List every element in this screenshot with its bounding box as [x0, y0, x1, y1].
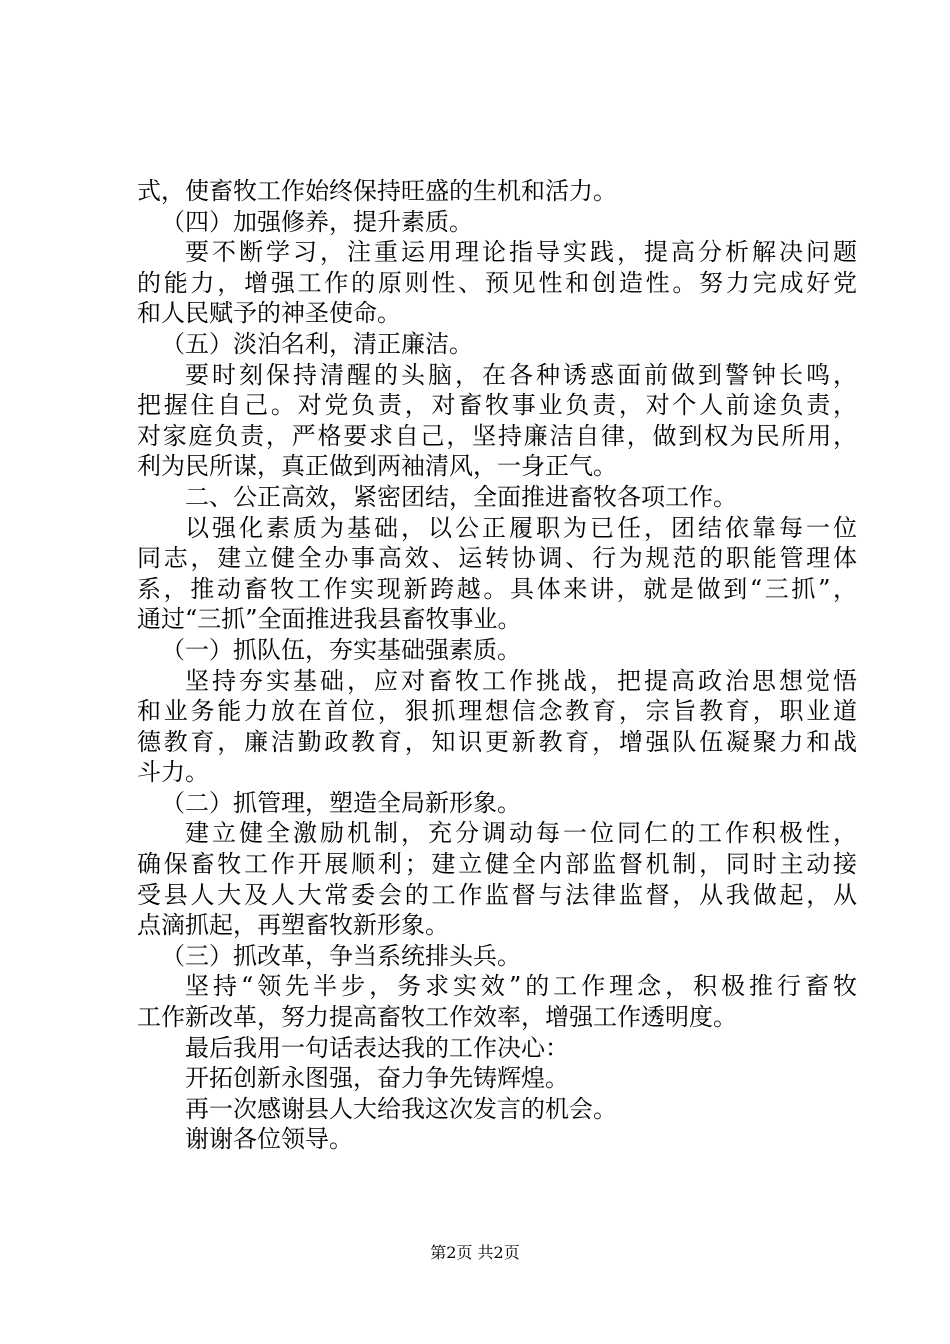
text-line: 和业务能力放在首位，狠抓理想信念教育，宗旨教育，职业道: [137, 697, 857, 726]
section-heading: （三）抓改革，争当系统排头兵。: [161, 941, 521, 970]
text-line: 工作新改革，努力提高畜牧工作效率，增强工作透明度。: [137, 1003, 737, 1032]
text-line: 坚持夯实基础，应对畜牧工作挑战，把提高政治思想觉悟: [185, 666, 857, 695]
text-line: 系，推动畜牧工作实现新跨越。具体来讲，就是做到“三抓”，: [137, 574, 857, 603]
text-line: 的能力，增强工作的原则性、预见性和创造性。努力完成好党: [137, 268, 857, 297]
text-line: 和人民赋予的神圣使命。: [137, 299, 401, 328]
section-heading: （一）抓队伍，夯实基础强素质。: [161, 635, 521, 664]
text-line: 再一次感谢县人大给我这次发言的机会。: [185, 1094, 617, 1123]
text-line: 开拓创新永图强，奋力争先铸辉煌。: [185, 1064, 569, 1093]
text-line: 确保畜牧工作开展顺利；建立健全内部监督机制，同时主动接: [137, 850, 857, 879]
document-body: [137, 176, 857, 1155]
text-line: 把握住自己。对党负责，对畜牧事业负责，对个人前途负责，: [137, 391, 857, 420]
text-line: 受县人大及人大常委会的工作监督与法律监督，从我做起，从: [137, 880, 857, 909]
text-line: 以强化素质为基础，以公正履职为已任，团结依靠每一位: [185, 513, 857, 542]
text-line: 最后我用一句话表达我的工作决心：: [185, 1033, 569, 1062]
text-line: 坚持“领先半步，务求实效”的工作理念，积极推行畜牧: [185, 972, 857, 1001]
text-line: 建立健全激励机制，充分调动每一位同仁的工作积极性，: [185, 819, 857, 848]
section-heading: （五）淡泊名利，清正廉洁。: [161, 329, 473, 358]
text-line: 要时刻保持清醒的头脑，在各种诱惑面前做到警钟长鸣，: [185, 360, 857, 389]
text-line: 要不断学习，注重运用理论指导实践，提高分析解决问题: [185, 238, 857, 267]
text-line: 同志，建立健全办事高效、运转协调、行为规范的职能管理体: [137, 544, 857, 573]
text-line: 德教育，廉洁勤政教育，知识更新教育，增强队伍凝聚力和战: [137, 727, 857, 756]
text-line: 对家庭负责，严格要求自己，坚持廉洁自律，做到权为民所用，: [137, 421, 857, 450]
page-number-footer: 第2页 共2页: [430, 1243, 520, 1262]
text-line: 斗力。: [137, 758, 209, 787]
text-line: 利为民所谋，真正做到两袖清风，一身正气。: [137, 452, 617, 481]
text-line: 谢谢各位领导。: [185, 1125, 353, 1154]
section-heading: （二）抓管理，塑造全局新形象。: [161, 788, 521, 817]
section-heading: 二、公正高效，紧密团结，全面推进畜牧各项工作。: [185, 482, 737, 511]
text-line: 点滴抓起，再塑畜牧新形象。: [137, 911, 449, 940]
text-line: 式，使畜牧工作始终保持旺盛的生机和活力。: [137, 177, 617, 205]
text-line: 通过“三抓”全面推进我县畜牧事业。: [137, 605, 522, 634]
section-heading: （四）加强修养，提升素质。: [161, 207, 473, 236]
